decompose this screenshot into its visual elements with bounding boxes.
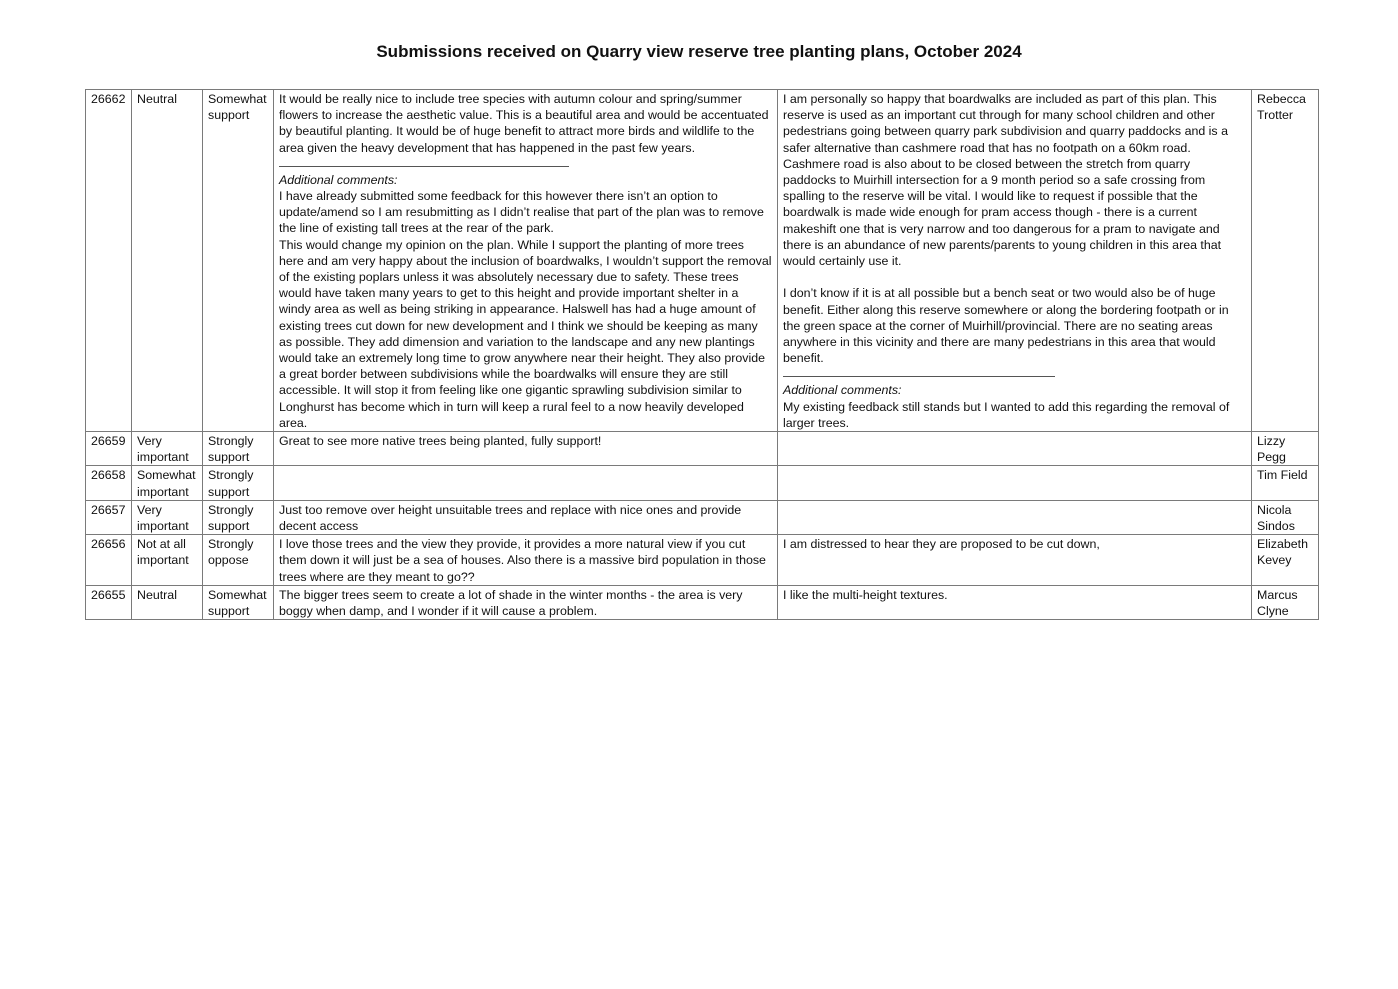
comment-cell: I am distressed to hear they are proposed to be cut down, (778, 535, 1252, 586)
table-row (86, 90, 1319, 432)
submitter-name: Elizabeth Kevey (1252, 535, 1319, 586)
support-cell: Somewhat support (203, 90, 274, 432)
additional-comment-text: I have already submitted some feedback for this however there isn’t an option to update/amend so I am resubmitting as I didn’t realise that part of the plan was to remove the line of existing tall trees at the rear of the park. (279, 189, 764, 236)
comment-text: I don’t know if it is at all possible but a bench seat or two would also be of huge benefit. Either along this reserve somewhere or along the bordering footpath or in the green space at the corner of Muirhill/provincial. There are no seating areas anywhere in this vicinity and there are many pedestrians in this area that would benefit. (783, 286, 1229, 366)
submission-id: 26662 (86, 90, 132, 432)
additional-comments-label: Additional comments: (783, 383, 902, 398)
support-cell: Strongly support (203, 500, 274, 534)
submitter-name: Tim Field (1252, 466, 1319, 500)
importance-cell: Not at all important (132, 535, 203, 586)
submissions-table (85, 89, 1319, 620)
submitter-name: Lizzy Pegg (1252, 432, 1319, 466)
submission-id: 26659 (86, 432, 132, 466)
table-row (86, 500, 1319, 534)
importance-cell: Neutral (132, 90, 203, 432)
comment-cell: I like the multi-height textures. (778, 585, 1252, 619)
importance-cell: Very important (132, 432, 203, 466)
importance-cell: Very important (132, 500, 203, 534)
comment-cell: Just too remove over height unsuitable trees and replace with nice ones and provide decent access (274, 500, 778, 534)
comment-text: It would be really nice to include tree species with autumn colour and spring/summer flowers to increase the aesthetic value. This is a beautiful area and would be accentuated by beautiful planting. It would be of huge benefit to attract more birds and wildlife to the area given the heavy development that has happened in the past few years. (279, 92, 769, 155)
comment-cell (778, 466, 1252, 500)
submission-id: 26655 (86, 585, 132, 619)
support-cell: Strongly oppose (203, 535, 274, 586)
table-row (86, 585, 1319, 619)
support-cell: Somewhat support (203, 585, 274, 619)
submitter-name: Rebecca Trotter (1252, 90, 1319, 432)
separator-line (279, 156, 569, 167)
support-cell: Strongly support (203, 432, 274, 466)
comment-cell (778, 500, 1252, 534)
document-title: Submissions received on Quarry view reserve tree planting plans, October 2024 (376, 42, 1022, 61)
comment-cell (778, 432, 1252, 466)
comment-cell: Great to see more native trees being planted, fully support! (274, 432, 778, 466)
table-row (86, 535, 1319, 586)
table-row (86, 432, 1319, 466)
paragraph-gap (783, 269, 1246, 285)
comment-text: I am personally so happy that boardwalks are included as part of this plan. This reserve is used as an important cut through for many school children and other pedestrians going between quarry park subdivision and quarry paddocks and is a safer alternative than cashmere road that has no footpath on a 60km road. Cashmere road is also about to be closed between the stretch from quarry paddocks to Muirhill intersection for a 9 month period so a safe crossing from spalling to the reserve will be vital. I would like to request if possible that the boardwalk is made wide enough for pram access though - there is a current makeshift one that is very narrow and too dangerous for a pram to navigate and there is an abundance of new parents/parents to young children in this area that would certainly use it. (783, 92, 1228, 269)
importance-cell: Somewhat important (132, 466, 203, 500)
additional-comment-text: My existing feedback still stands but I wanted to add this regarding the removal of larger trees. (783, 399, 1230, 430)
submission-id: 26656 (86, 535, 132, 586)
importance-cell: Neutral (132, 585, 203, 619)
submitter-name: Nicola Sindos (1252, 500, 1319, 534)
comment-cell (778, 90, 1252, 432)
comment-cell (274, 90, 778, 432)
comment-cell: The bigger trees seem to create a lot of shade in the winter months - the area is very boggy when damp, and I wonder if it will cause a problem. (274, 585, 778, 619)
additional-comment-text: This would change my opinion on the plan. While I support the planting of more trees here and am very happy about the inclusion of boardwalks, I wouldn’t support the removal of the existing poplars unless it was absolutely necessary due to safety. These trees would have taken many years to get to this height and provide important shelter in a windy area as well as being striking in appearance. Halswell has had a huge amount of existing trees cut down for new development and I think we should be keeping as many as possible. They add dimension and variation to the landscape and any new plantings would take an extremely long time to grow anywhere near their height. They also provide a great border between subdivisions while the boardwalks will ensure they are still accessible. It will stop it from feeling like one gigantic sprawling subdivision similar to Longhurst has become which in turn will keep a rural feel to a now heavily developed area. (279, 237, 772, 430)
comment-cell: I love those trees and the view they provide, it provides a more natural view if you cut them down it will just be a sea of houses. Also there is a massive bird population in those trees where are they meant to go?? (274, 535, 778, 586)
table-row (86, 466, 1319, 500)
support-cell: Strongly support (203, 466, 274, 500)
separator-line (783, 366, 1055, 377)
submitter-name: Marcus Clyne (1252, 585, 1319, 619)
additional-comments-label: Additional comments: (279, 172, 398, 187)
submission-id: 26658 (86, 466, 132, 500)
comment-cell (274, 466, 778, 500)
submission-id: 26657 (86, 500, 132, 534)
